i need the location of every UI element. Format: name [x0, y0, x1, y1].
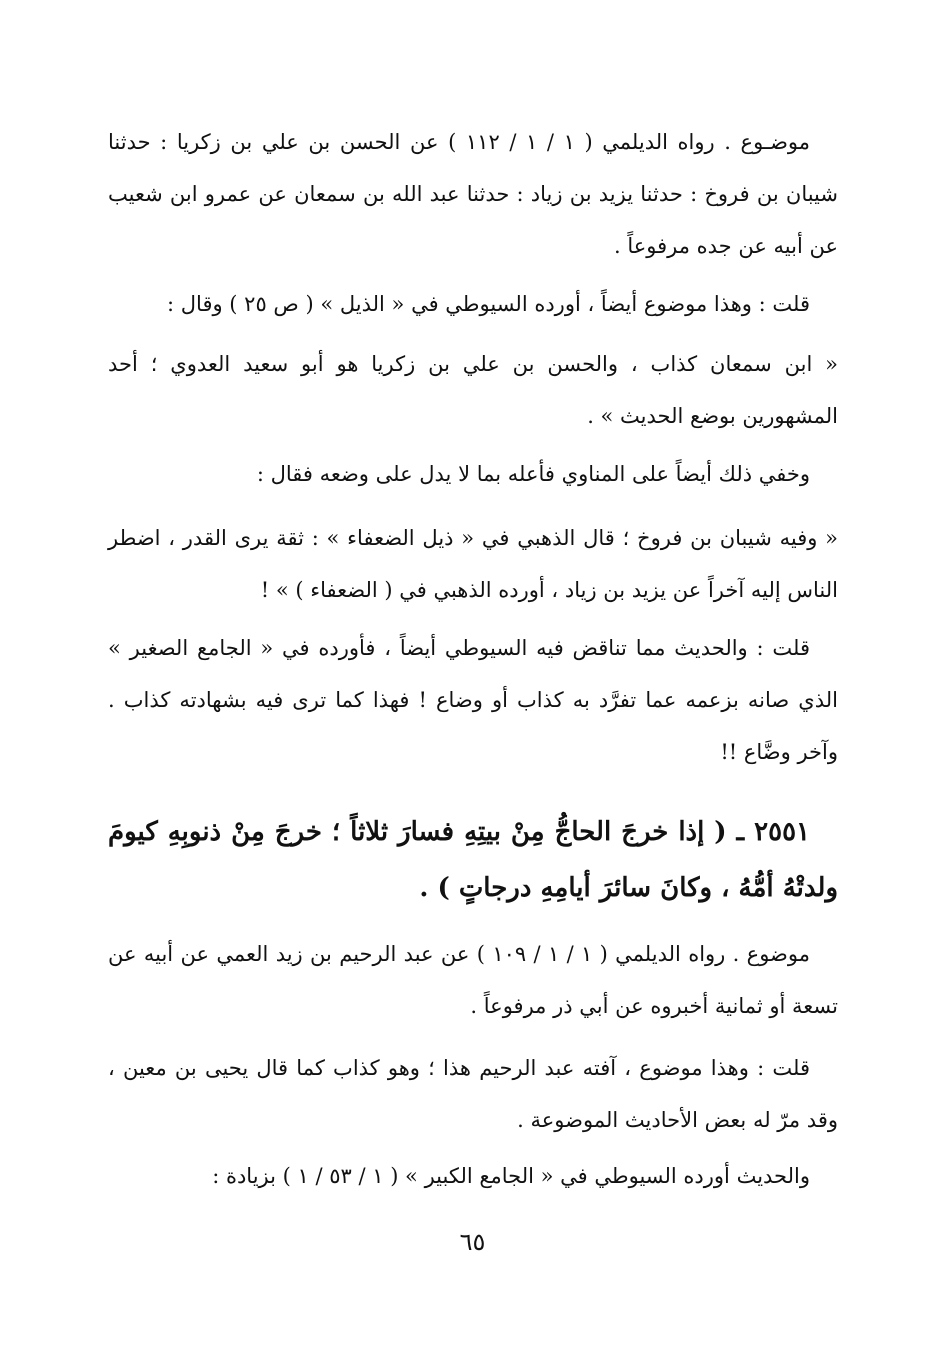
- paragraph-hadith-2550-takhrij: موضـوع . رواه الديلمي ( ١ / ١ / ١١٢ ) عن الحسن بن علي بن زكريا : حدثنا شيبان بن فروخ : حدثنا يزيد بن زياد : حدثنا عبد الله بن سمعان عن عمرو ابن شعيب عن أبيه عن جده مرفوعاً .: [108, 130, 838, 258]
- paragraph-quote-shayban: « وفيه شيبان بن فروخ ؛ قال الذهبي في « ذيل الضعفاء » : ثقة يرى القدر ، اضطر الناس إليه آخراً عن يزيد بن زياد ، أورده الذهبي في ( الضعفاء ) » !: [108, 526, 838, 602]
- paragraph-quote-ibn-samaan: « ابن سمعان كذاب ، والحسن بن علي بن زكريا هو أبو سعيد العدوي ؛ أحد المشهورين بوضع الحديث » .: [108, 352, 838, 428]
- paragraph-hadith-2551-takhrij: موضوع . رواه الديلمي ( ١ / ١ / ١٠٩ ) عن عبد الرحيم بن زيد العمي عن أبيه عن تسعة أو ثمانية أخبروه عن أبي ذر مرفوعاً .: [108, 942, 838, 1018]
- page-number: ٦٥: [459, 1228, 486, 1256]
- hadith-heading-2551: ٢٥٥١ ـ ( إذا خرجَ الحاجُّ مِنْ بيتِهِ فسارَ ثلاثاً ؛ خرجَ مِنْ ذنوبِهِ كيومَ ولدتْهُ أمُّهُ ، وكانَ سائرَ أيامِهِ درجاتٍ ) .: [108, 817, 838, 903]
- paragraph-qultu-2: قلت : والحديث مما تناقض فيه السيوطي أيضاً ، فأورده في « الجامع الصغير » الذي صانه بزعمه عما تفرَّد به كذاب أو وضاع ! فهذا كما ترى فيه بشهادته كذاب . وآخر وضَّاع !!: [108, 636, 838, 764]
- paragraph-qultu-3: قلت : وهذا موضوع ، آفته عبد الرحيم هذا ؛ وهو كذاب كما قال يحيى بن معين ، وقد مرّ له بعض الأحاديث الموضوعة .: [108, 1056, 838, 1132]
- paragraph-jami-kabir: والحديث أورده السيوطي في « الجامع الكبير » ( ١ / ٥٣ / ١ ) بزيادة :: [212, 1164, 810, 1188]
- paragraph-munawi: وخفي ذلك أيضاً على المناوي فأعله بما لا يدل على وضعه فقال :: [256, 462, 810, 486]
- paragraph-qultu-1: قلت : وهذا موضوع أيضاً ، أورده السيوطي في « الذيل » ( ص ٢٥ ) وقال :: [167, 292, 810, 316]
